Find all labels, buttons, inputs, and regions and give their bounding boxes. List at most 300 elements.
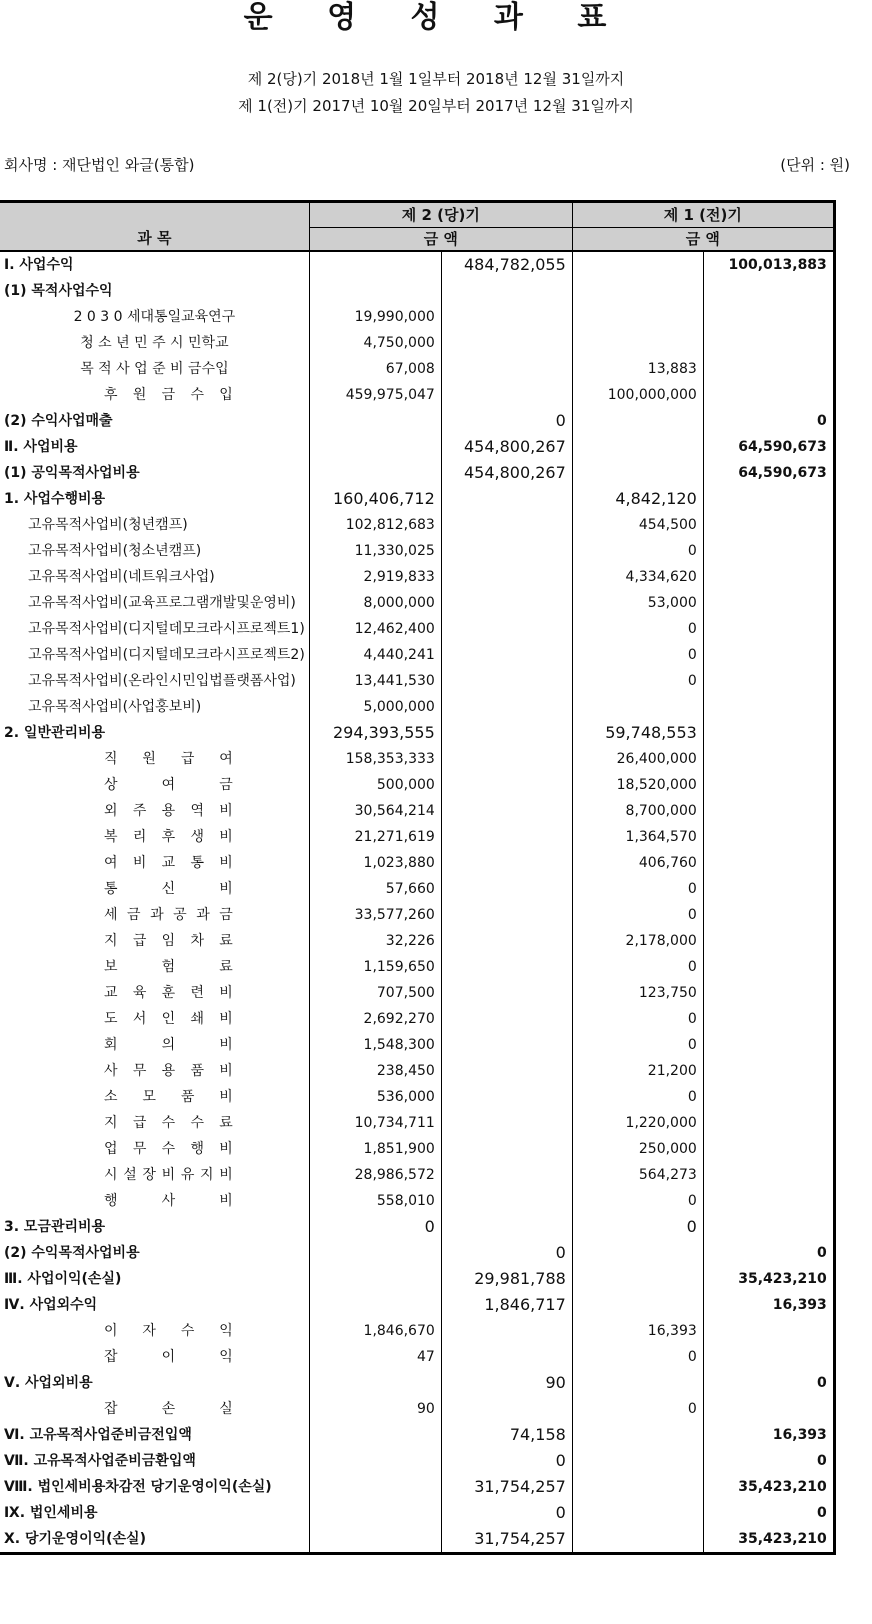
prior-total-amount [703,746,834,772]
row-label: 고유목적사업비(디지털데모크라시프로젝트1) [28,621,305,637]
current-detail-amount: 1,846,670 [309,1318,441,1344]
current-total-amount: 0 [441,1240,572,1266]
prior-detail-amount: 2,178,000 [572,928,703,954]
prior-detail-amount [572,460,703,486]
current-detail-amount [309,1422,441,1448]
current-total-amount [441,330,572,356]
prior-detail-amount: 100,000,000 [572,382,703,408]
statement-row [0,1396,834,1422]
row-label: 3. 모금관리비용 [4,1219,106,1235]
current-detail-amount [309,1266,441,1292]
row-label: 사 무 용 품 비 [104,1063,233,1079]
prior-detail-amount: 4,842,120 [572,486,703,512]
current-detail-amount: 28,986,572 [309,1162,441,1188]
statement-row [0,460,834,486]
current-detail-amount: 8,000,000 [309,590,441,616]
current-detail-amount [309,278,441,304]
statement-row [0,434,834,460]
prior-detail-amount: 0 [572,668,703,694]
prior-detail-amount: 1,220,000 [572,1110,703,1136]
row-label: 이 자 수 익 [104,1323,233,1339]
prior-detail-amount: 0 [572,1084,703,1110]
statement-row [0,590,834,616]
current-total-amount: 454,800,267 [441,460,572,486]
row-label: 고유목적사업비(청소년캠프) [28,543,202,559]
prior-detail-amount [572,434,703,460]
current-total-amount: 74,158 [441,1422,572,1448]
statement-row [0,330,834,356]
prior-detail-amount: 16,393 [572,1318,703,1344]
prior-total-amount [703,616,834,642]
current-amount-header: 금 액 [309,228,572,252]
row-label: 여 비 교 통 비 [104,855,233,871]
prior-detail-amount: 0 [572,1032,703,1058]
current-total-amount: 0 [441,408,572,434]
current-total-amount [441,1084,572,1110]
prior-total-amount [703,850,834,876]
current-detail-amount [309,1526,441,1554]
prior-total-amount [703,304,834,330]
current-total-amount [441,694,572,720]
prior-detail-amount: 13,883 [572,356,703,382]
row-label: 잡 손 실 [104,1401,233,1417]
statement-row [0,746,834,772]
current-detail-amount [309,1370,441,1396]
current-detail-amount [309,408,441,434]
statement-row [0,954,834,980]
row-label: 복 리 후 생 비 [104,829,233,845]
row-label: Ⅸ. 법인세비용 [4,1505,98,1521]
statement-row [0,1318,834,1344]
prior-total-amount [703,798,834,824]
statement-row [0,980,834,1006]
row-label: 보 험 료 [104,959,233,975]
current-detail-amount: 4,440,241 [309,642,441,668]
statement-row [0,1162,834,1188]
subject-header [0,202,309,252]
prior-detail-amount: 1,364,570 [572,824,703,850]
header-row-period [0,202,834,228]
current-detail-amount: 2,919,833 [309,564,441,590]
current-total-amount [441,1110,572,1136]
prior-total-amount: 35,423,210 [703,1266,834,1292]
current-total-amount [441,538,572,564]
row-label: 시 설 장 비 유 지 비 [104,1167,233,1183]
statement-row [0,1292,834,1318]
current-detail-amount: 558,010 [309,1188,441,1214]
prior-total-amount: 35,423,210 [703,1526,834,1554]
prior-detail-amount: 4,334,620 [572,564,703,590]
statement-row [0,564,834,590]
prior-detail-amount [572,1448,703,1474]
current-detail-amount: 5,000,000 [309,694,441,720]
current-detail-amount [309,1500,441,1526]
prior-detail-amount: 0 [572,1344,703,1370]
current-detail-amount: 158,353,333 [309,746,441,772]
prior-total-amount: 64,590,673 [703,434,834,460]
current-detail-amount: 0 [309,1214,441,1240]
row-label: Ⅱ. 사업비용 [4,439,78,455]
current-total-amount [441,746,572,772]
current-period: 제 2(당)기 2018년 1월 1일부터 2018년 12월 31일까지 [247,70,625,88]
current-total-amount [441,1006,572,1032]
current-total-amount: 1,846,717 [441,1292,572,1318]
row-label: 1. 사업수행비용 [4,491,106,507]
current-total-amount [441,850,572,876]
current-detail-amount: 500,000 [309,772,441,798]
current-total-amount [441,642,572,668]
prior-detail-amount: 454,500 [572,512,703,538]
prior-detail-amount: 0 [572,876,703,902]
prior-total-amount [703,1318,834,1344]
prior-total-amount [703,1058,834,1084]
row-label: 지 급 임 차 료 [104,933,233,949]
statement-row [0,1370,834,1396]
current-detail-amount: 11,330,025 [309,538,441,564]
statement-row [0,772,834,798]
current-total-amount [441,590,572,616]
prior-total-amount: 0 [703,408,834,434]
prior-total-amount: 0 [703,1500,834,1526]
prior-total-amount [703,720,834,746]
prior-total-amount [703,564,834,590]
row-label: 업 무 수 행 비 [104,1141,233,1157]
current-total-amount [441,382,572,408]
row-label: 후 원 금 수 입 [104,387,233,403]
prior-total-amount [703,824,834,850]
current-detail-amount [309,1474,441,1500]
prior-detail-amount: 406,760 [572,850,703,876]
row-label: 고유목적사업비(온라인시민입법플랫폼사업) [28,673,296,689]
current-total-amount: 0 [441,1448,572,1474]
prior-total-amount [703,902,834,928]
prior-detail-amount [572,330,703,356]
statement-row [0,278,834,304]
current-detail-amount: 238,450 [309,1058,441,1084]
statement-row [0,1240,834,1266]
current-total-amount [441,1162,572,1188]
prior-total-amount: 100,013,883 [703,251,834,278]
prior-detail-amount: 564,273 [572,1162,703,1188]
prior-total-amount: 0 [703,1370,834,1396]
row-label: (2) 수익사업매출 [4,413,113,429]
prior-total-amount [703,278,834,304]
prior-total-amount [703,356,834,382]
row-label: 소 모 품 비 [104,1089,233,1105]
statement-row [0,382,834,408]
prior-detail-amount: 59,748,553 [572,720,703,746]
current-total-amount [441,512,572,538]
current-total-amount [441,928,572,954]
prior-total-amount [703,330,834,356]
current-detail-amount: 12,462,400 [309,616,441,642]
row-label: 세 금 과 공 과 금 [104,907,233,923]
prior-detail-amount: 0 [572,1214,703,1240]
statement-row [0,642,834,668]
row-label: Ⅰ. 사업수익 [4,257,74,273]
prior-detail-amount [572,278,703,304]
prior-total-amount: 0 [703,1448,834,1474]
current-total-amount [441,954,572,980]
prior-total-amount [703,1136,834,1162]
current-detail-amount: 1,851,900 [309,1136,441,1162]
statement-row [0,356,834,382]
prior-period-header: 제 1 (전)기 [572,202,834,228]
current-total-amount [441,772,572,798]
prior-total-amount: 16,393 [703,1292,834,1318]
row-label: (1) 공익목적사업비용 [4,465,140,481]
prior-detail-amount [572,1500,703,1526]
row-label: 고유목적사업비(디지털데모크라시프로젝트2) [28,647,305,663]
prior-detail-amount: 0 [572,902,703,928]
statement-row [0,251,834,278]
statement-row [0,1500,834,1526]
prior-detail-amount [572,1266,703,1292]
prior-total-amount [703,1006,834,1032]
statement-row [0,1422,834,1448]
statement-row [0,1448,834,1474]
current-detail-amount [309,251,441,278]
prior-detail-amount: 0 [572,1188,703,1214]
current-detail-amount: 2,692,270 [309,1006,441,1032]
statement-row [0,850,834,876]
row-label: 외 주 용 역 비 [104,803,233,819]
current-total-amount [441,1058,572,1084]
subject-header-label: 과 목 [137,229,172,247]
row-label: 잡 이 익 [104,1349,233,1365]
prior-total-amount [703,1188,834,1214]
prior-total-amount [703,642,834,668]
prior-detail-amount [572,1422,703,1448]
current-total-amount: 0 [441,1500,572,1526]
prior-detail-amount [572,304,703,330]
row-label: (1) 목적사업수익 [4,283,113,299]
current-detail-amount [309,1240,441,1266]
current-total-amount: 29,981,788 [441,1266,572,1292]
row-label: 상 여 금 [104,777,233,793]
row-label: 통 신 비 [104,881,233,897]
company-name: 회사명 : 재단법인 와글(통합) [4,156,195,174]
statement-row [0,1474,834,1500]
prior-detail-amount: 26,400,000 [572,746,703,772]
current-total-amount: 31,754,257 [441,1474,572,1500]
statement-row [0,512,834,538]
row-label: 고유목적사업비(청년캠프) [28,517,188,533]
current-total-amount [441,720,572,746]
prior-total-amount [703,694,834,720]
current-detail-amount: 294,393,555 [309,720,441,746]
current-detail-amount: 57,660 [309,876,441,902]
prior-detail-amount: 53,000 [572,590,703,616]
prior-total-amount [703,1344,834,1370]
current-detail-amount: 160,406,712 [309,486,441,512]
prior-total-amount: 35,423,210 [703,1474,834,1500]
current-total-amount [441,278,572,304]
statement-row [0,408,834,434]
prior-total-amount [703,512,834,538]
prior-period: 제 1(전)기 2017년 10월 20일부터 2017년 12월 31일까지 [238,97,634,115]
current-total-amount [441,1136,572,1162]
row-label: Ⅷ. 법인세비용차감전 당기운영이익(손실) [4,1479,272,1495]
prior-detail-amount: 250,000 [572,1136,703,1162]
current-total-amount [441,1344,572,1370]
statement-row [0,304,834,330]
prior-total-amount [703,590,834,616]
current-detail-amount: 4,750,000 [309,330,441,356]
statement-row [0,486,834,512]
row-label: 청 소 년 민 주 시 민학교 [80,335,229,351]
row-label: Ⅲ. 사업이익(손실) [4,1271,122,1287]
statement-row [0,720,834,746]
current-detail-amount: 459,975,047 [309,382,441,408]
statement-row [0,1006,834,1032]
current-detail-amount [309,434,441,460]
current-total-amount [441,486,572,512]
prior-detail-amount [572,1240,703,1266]
prior-detail-amount [572,1292,703,1318]
current-detail-amount: 13,441,530 [309,668,441,694]
unit-label: (단위 : 원) [780,156,850,174]
current-detail-amount: 67,008 [309,356,441,382]
statement-row [0,876,834,902]
prior-detail-amount: 21,200 [572,1058,703,1084]
current-total-amount: 454,800,267 [441,434,572,460]
current-total-amount: 31,754,257 [441,1526,572,1554]
row-label: 고유목적사업비(교육프로그램개발및운영비) [28,595,296,611]
current-detail-amount: 102,812,683 [309,512,441,538]
row-label: 행 사 비 [104,1193,233,1209]
statement-row [0,538,834,564]
row-label: 2 0 3 0 세대통일교육연구 [73,309,236,325]
row-label: 직 원 급 여 [104,751,233,767]
statement-row [0,616,834,642]
row-label: Ⅹ. 당기운영이익(손실) [0,1526,309,1554]
prior-detail-amount: 8,700,000 [572,798,703,824]
current-detail-amount: 32,226 [309,928,441,954]
prior-total-amount [703,1214,834,1240]
current-detail-amount: 33,577,260 [309,902,441,928]
statement-row [0,1110,834,1136]
current-detail-amount: 1,159,650 [309,954,441,980]
statement-row [0,1136,834,1162]
prior-detail-amount [572,1526,703,1554]
prior-detail-amount [572,1370,703,1396]
prior-total-amount [703,1110,834,1136]
current-total-amount [441,876,572,902]
statement-row [0,798,834,824]
current-total-amount: 484,782,055 [441,251,572,278]
prior-detail-amount [572,408,703,434]
prior-total-amount: 16,393 [703,1422,834,1448]
prior-detail-amount: 18,520,000 [572,772,703,798]
statement-row [0,1032,834,1058]
current-detail-amount: 30,564,214 [309,798,441,824]
prior-detail-amount: 0 [572,642,703,668]
current-detail-amount [309,1292,441,1318]
current-total-amount [441,564,572,590]
statement-title: 운 영 성 과 표 [243,0,629,35]
current-detail-amount: 47 [309,1344,441,1370]
current-total-amount [441,902,572,928]
current-detail-amount: 1,548,300 [309,1032,441,1058]
row-label: Ⅴ. 사업외비용 [4,1375,93,1391]
current-detail-amount [309,460,441,486]
row-label: 교 육 훈 련 비 [104,985,233,1001]
statement-row [0,1084,834,1110]
current-total-amount [441,1188,572,1214]
row-label: 목 적 사 업 준 비 금수입 [80,361,229,377]
statement-row [0,1266,834,1292]
current-detail-amount [309,1448,441,1474]
statement-row [0,1344,834,1370]
current-total-amount [441,356,572,382]
prior-total-amount [703,772,834,798]
prior-detail-amount [572,1474,703,1500]
prior-total-amount [703,954,834,980]
prior-total-amount [703,668,834,694]
row-label: 지 급 수 수 료 [104,1115,233,1131]
prior-total-amount [703,928,834,954]
prior-detail-amount: 0 [572,538,703,564]
current-total-amount [441,304,572,330]
prior-total-amount [703,538,834,564]
row-label: 2. 일반관리비용 [4,725,106,741]
statement-row [0,928,834,954]
current-period-header: 제 2 (당)기 [309,202,572,228]
current-total-amount [441,798,572,824]
prior-detail-amount: 0 [572,616,703,642]
current-detail-amount: 1,023,880 [309,850,441,876]
statement-row [0,1188,834,1214]
prior-total-amount [703,876,834,902]
prior-detail-amount [572,251,703,278]
prior-total-amount: 0 [703,1240,834,1266]
row-label: 고유목적사업비(사업홍보비) [28,699,202,715]
statement-row [0,1526,834,1554]
prior-total-amount: 64,590,673 [703,460,834,486]
statement-row [0,1058,834,1084]
statement-row [0,824,834,850]
prior-detail-amount: 0 [572,954,703,980]
prior-total-amount [703,1084,834,1110]
current-total-amount [441,668,572,694]
prior-total-amount [703,486,834,512]
prior-detail-amount: 0 [572,1396,703,1422]
prior-detail-amount: 0 [572,1006,703,1032]
current-detail-amount: 21,271,619 [309,824,441,850]
current-total-amount [441,1396,572,1422]
current-total-amount: 90 [441,1370,572,1396]
current-total-amount [441,1032,572,1058]
current-total-amount [441,1214,572,1240]
row-label: Ⅳ. 사업외수익 [4,1297,98,1313]
current-total-amount [441,616,572,642]
prior-detail-amount: 123,750 [572,980,703,1006]
current-total-amount [441,980,572,1006]
current-total-amount [441,824,572,850]
current-detail-amount: 10,734,711 [309,1110,441,1136]
row-label: 고유목적사업비(네트워크사업) [28,569,215,585]
prior-total-amount [703,980,834,1006]
current-detail-amount: 90 [309,1396,441,1422]
row-label: Ⅵ. 고유목적사업준비금전입액 [4,1427,192,1443]
row-label: (2) 수익목적사업비용 [4,1245,140,1261]
statement-table [0,200,836,1555]
prior-amount-header: 금 액 [572,228,834,252]
statement-row [0,902,834,928]
prior-total-amount [703,1032,834,1058]
prior-total-amount [703,1162,834,1188]
